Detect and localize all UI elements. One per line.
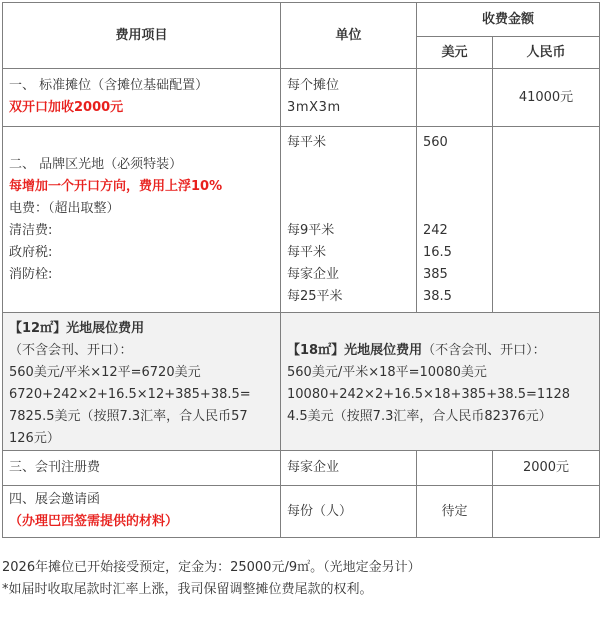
row2-unit-3: 每家企业 bbox=[287, 267, 340, 282]
row2-usd-1: 242 bbox=[423, 223, 448, 238]
row5-item-cell bbox=[3, 486, 281, 538]
row3-left-cell bbox=[3, 313, 281, 451]
row2-rmb-cell bbox=[493, 127, 600, 313]
row2-usd-cell bbox=[417, 127, 493, 313]
fee-table bbox=[2, 2, 600, 538]
row3-left-title: 【12㎡】光地展位费用 bbox=[9, 321, 145, 336]
row1-note: 双开口加收2000元 bbox=[9, 100, 124, 115]
row2-usd-3: 385 bbox=[423, 267, 448, 282]
row5-usd: 待定 bbox=[417, 486, 493, 538]
row5-rmb-cell bbox=[493, 486, 600, 538]
row5-unit: 每份（人） bbox=[281, 486, 417, 538]
row5-note: （办理巴西签需提供的材料） bbox=[9, 514, 179, 529]
row2-cleaning: 清洁费: bbox=[9, 223, 53, 238]
table-row bbox=[3, 451, 600, 486]
header-amount: 收费金额 bbox=[417, 3, 600, 37]
row1-rmb: 41000元 bbox=[493, 69, 600, 127]
row2-item-cell bbox=[3, 127, 281, 313]
row4-title: 三、会刊注册费 bbox=[3, 451, 281, 486]
header-rmb: 人民币 bbox=[493, 37, 600, 69]
row2-title: 二、 品牌区光地（必须特装） bbox=[9, 157, 183, 172]
row2-electric: 电费：（超出取整） bbox=[9, 201, 120, 216]
row3-right-title-suffix: （不含会刊、开口）： bbox=[422, 343, 546, 358]
row3-left-line-3: 7825.5美元（按照7.3汇率，合人民币57 bbox=[9, 409, 248, 424]
footnote-deposit: 2026年摊位已开始接受预定，定金为：25000元/9㎡。（光地定金另计） bbox=[2, 560, 421, 575]
row2-unit-cell bbox=[281, 127, 417, 313]
row3-right-line-2: 4.5美元（按照7.3汇率，合人民币82376元） bbox=[287, 409, 552, 424]
row3-right-line-0: 560美元/平米×18平=10080美元 bbox=[287, 365, 487, 380]
row3-left-line-1: 560美元/平米×12平=6720美元 bbox=[9, 365, 201, 380]
row3-right-title: 【18㎡】光地展位费用 bbox=[287, 343, 423, 358]
row2-unit-0: 每平米 bbox=[287, 135, 327, 150]
row2-usd-0: 560 bbox=[423, 135, 448, 150]
row1-unit-line1: 每个摊位 bbox=[287, 78, 340, 93]
row1-unit-cell bbox=[281, 69, 417, 127]
row1-unit-line2: 3mX3m bbox=[287, 100, 341, 115]
table-row bbox=[3, 127, 600, 313]
row2-unit-1: 每9平米 bbox=[287, 223, 335, 238]
row2-usd-4: 38.5 bbox=[423, 289, 452, 304]
row3-right-cell bbox=[281, 313, 600, 451]
table-row bbox=[3, 69, 600, 127]
header-usd: 美元 bbox=[417, 37, 493, 69]
footnotes bbox=[2, 557, 421, 601]
header-unit: 单位 bbox=[281, 3, 417, 69]
row4-rmb: 2000元 bbox=[493, 451, 600, 486]
row3-left-line-4: 126元） bbox=[9, 431, 60, 446]
table-row bbox=[3, 313, 600, 451]
header-item: 费用项目 bbox=[3, 3, 281, 69]
table-row bbox=[3, 486, 600, 538]
row3-left-line-0: （不含会刊、开口）： bbox=[9, 343, 133, 358]
row2-unit-2: 每平米 bbox=[287, 245, 327, 260]
row2-gov-tax: 政府税: bbox=[9, 245, 53, 260]
row3-right-line-1: 10080+242×2+16.5×18+385+38.5=1128 bbox=[287, 387, 571, 402]
row1-title: 一、 标准摊位（含摊位基础配置） bbox=[9, 78, 209, 93]
row2-note: 每增加一个开口方向，费用上浮10% bbox=[9, 179, 223, 194]
row3-left-line-2: 6720+242×2+16.5×12+385+38.5= bbox=[9, 387, 251, 402]
row4-usd-cell bbox=[417, 451, 493, 486]
row1-item-cell bbox=[3, 69, 281, 127]
row2-usd-2: 16.5 bbox=[423, 245, 452, 260]
footnote-exchange-rate: *如届时收取尾款时汇率上涨，我司保留调整摊位费尾款的权利。 bbox=[2, 582, 373, 597]
row2-fire: 消防栓: bbox=[9, 267, 53, 282]
row4-unit: 每家企业 bbox=[281, 451, 417, 486]
row1-usd-cell bbox=[417, 69, 493, 127]
row2-unit-4: 每25平米 bbox=[287, 289, 343, 304]
row5-title: 四、展会邀请函 bbox=[9, 492, 101, 507]
